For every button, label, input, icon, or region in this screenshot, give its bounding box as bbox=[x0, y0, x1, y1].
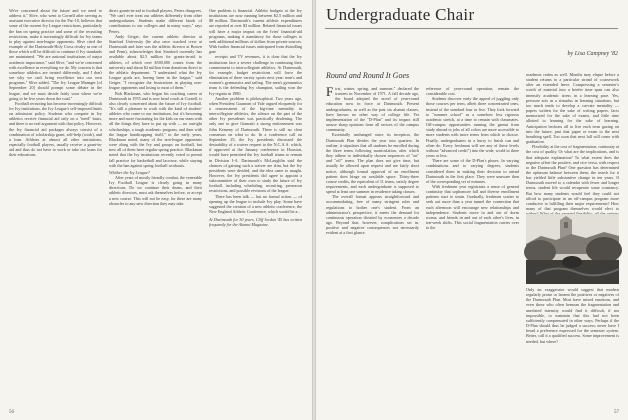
paragraph: Flexibility at the cost of fragmentation, continuity at the cost of quality. Or what are the implications, and is that adequate explanation? To what extent does the negative offset the positive, and vice versa, with respect to the Dartmouth Plan? One question has determined the optimum balance between them; the search for it has yielded little substantive change in ten years. If Dartmouth moved to a calendar with fewer and longer terms, student life would recuperate some constancy. But how many students would feel they could not afford to participate in an off-campus program more conducive to fulfilling their major requirements? How many of that program themselves would elect to bbox=[526, 144, 619, 212]
paragraph: reference of year-round operation, remain the considerable cost. bbox=[426, 86, 519, 97]
paragraph-text: irst, winter, spring, and summer," declared the trustees in November of 1971. A fall decade ago, the board adopted the novel of year-round education now in force at Dartmouth. Present undergraduates, as well as the past six alumni classes, have known no other way of college life. Yet implementation of the "D-Plan" and its impact still arouse sharp opinions from all sectors of the campus community. bbox=[326, 86, 419, 133]
left-column-3 bbox=[209, 8, 302, 408]
paragraph: There has been talk — but no formal action — of opening up the league to include Ivy play. Some have suggested the creation of a new athletic conference, the New England Athletic Conference, which would be a... bbox=[209, 193, 302, 215]
paragraph: Only an exaggerator would suggest that modern regularly praise or lament the positives or negatives of the Dartmouth Plan. Most have mixed emotions, and even those who often bemoan the fragmentation and unrelated intensity would find it difficult, if not impossible, to maintain that this had not been sufficiently compensated in other ways. Perhaps if the D-Plan should thus be judged a success; never have I heard a preference expressed for the semester system. Better, call it a qualified success. Some improvement is needed, but where? bbox=[526, 287, 619, 344]
campus-photo-image bbox=[526, 214, 619, 284]
paragraph: We're concerned about the future and we need to address it," Slive, who went to Cornell after serving as assistant executive director for the Pac-10, believes that some of the current Ivy League restrictions, particularly the ban on spring practice and some of the recruiting restrictions, make it increasingly difficult for Ivy teams to play against non-league opponents. Slive cited the example of the Dartmouth-Holy Cross rivalry as one of those which will be difficult to continue if Ivy standards are maintained. "We are national institutions of major academic importance," said Slive, "and we're concerned with excellence in everything we do. My concern is that somehow athletics are treated differently, and I don't see why we can't bring excellence into our own programs." Slive added, "The Ivy League Manager [of September 20] should prompt some debate in the league, and we must decide fairly soon where we're going to be five years down the road." bbox=[9, 8, 102, 101]
paragraph: One problem is financial. Athletic budgets at the Ivy institutions are now running between $2.5 million and $8 million. Dartmouth's current athletic expenditures are reported at over $3 million. Related financial issues will have a major impact on the Ivies' financial-aid programs, making it mandatory for those colleges to seek additional millions of dollars from private sources. With further financial issues anticipated from dwindling gate bbox=[209, 8, 302, 55]
paragraph: receipts and TV revenues, it is clear that the Ivy institutions face a severe challenge in continuing their commitment to intercollegiate athletics. At Dartmouth, for example, budget restrictions will force the elimination of three varsity sports next year: men's and women's gymnastics and sailing. The men's gymnastics team is the defending Ivy champion, sailing won the Ivy regatta in 1980. bbox=[209, 54, 302, 96]
paragraph: Football recruiting has become increasingly difficult for Ivy institutions, the Ivy League's self-imposed limits on admission policy. Students who compete in Ivy athletics receive financial aid only on a "need" basis, and there is no real argument with that policy. However, the Ivy financial aid packages always consist of a combination of scholarship grant, self-help (work), and a loan. Athletes at almost all other institutions, especially football players, usually receive a grant-in-aid and thus do not have to work or take out loans for their educations. bbox=[9, 100, 102, 158]
title-rule bbox=[325, 28, 618, 29]
section-heading: Round and Round It Goes bbox=[326, 71, 410, 80]
paragraph: Another problem is philosophical. Two years ago, when President Gaumont of Yale argued eloquently for a reassessment of the big-time mentality in intercollegiate athletics, the silence on the part of the other Ivy presidents was practically deafening. The only one to give Giamatti a strong endorsement was John Kemeny of Dartmouth. There is still no clear consensus on what to do. In a conference call on September 25, the Ivy presidents discussed the desirability of a waiver request to the N.C.A.A. which, if approved at the January conference in Houston, would have permitted the Ivy football teams to remain in Division I-A. Dartmouth's McLaughlin said the chances of gaining such a waiver are slim, but the Ivy presidents were divided, and the idea came to naught. However, the Ivy presidents did agree to appoint a subcommittee of their own to study the future of Ivy football, including scheduling, recruiting, preseason restrictions, and possible revisions of the league. bbox=[209, 95, 302, 194]
campus-photo bbox=[526, 214, 619, 284]
paragraph: direct grants-in-aid to football players, Peters disagrees. "We can't ever treat our athletes differently from other undergraduates. Students make different kinds of contributions to our colleges and in many ways," says Peters. bbox=[109, 8, 202, 34]
paragraph: Bob Blackman, who began his coaching career at Dartmouth in 1955 and is now head coach at Cornell, is also clearly concerned about the future of Ivy football. "It's still a pleasure to work with the kind of student-athletes who come to our institutions, but it's becoming more and more frustrating for the kids on our team with all the things they have to put up with — no outright scholarships, a tough academic program, and then with the league handicapping itself," in the early years, Blackman noted, many of the non-league opponents were along with the Ivy and groups on football, but now all of them have regular spring practice. Blackman noted that the Ivy institutions recently voted to permit fall practice for basketball and lacrosse, while staying with the ban against spring football workouts. bbox=[109, 90, 202, 168]
byline: by Lisa Campney '82 bbox=[567, 51, 618, 57]
right-column-1 bbox=[326, 86, 419, 404]
left-column-2 bbox=[109, 8, 202, 408]
paragraph: After years of mostly friendly combat, the venerable Ivy Football League is clearly going in many directions. Do we continue their deans, and their athletic directors, must ask themselves before, or accept a new course. This will not be easy, for there are many obstacles to any new direction they may take. bbox=[109, 175, 202, 206]
subheading: Whither the Ivy League? bbox=[109, 169, 150, 175]
drop-cap: F bbox=[326, 84, 334, 99]
paragraph: With freshmen year registrants a sense of general continuity that sophomore fall and diverse enrollment patterns start to strain. Gradually, freshmen scatter to seek out more than a year tunnel the connection that each afternoon will encourage new relationships and independence. Students move in and out of dorm rooms, and friends in and out of each other's lives, in ten-week shifts. This social fragmentation carries over to the bbox=[426, 183, 519, 231]
paragraph: academic realm as well. Months may elapse before a student returns to a particular strand of coursework after an extended leave. Compressing a semester's worth of material into a briefer time span can also intensify academic stress in a learning pace. Yes, pressure acts as a stimulus in learning situations, but too much tends to develop a cut-rate mentality — papers written for the sake of writing papers, facts memorized for the sake of exams, and little time allotted to learning for the sake of learning. Anticipation beckons all to live each term gazing on into the future, past that paper or exam to the next breathing spell. Too soon that next lull will come with graduation. bbox=[526, 72, 619, 145]
right-column-3 bbox=[526, 72, 619, 212]
author-note: At Dartmouth for 30 years, Cliff Jordan '45 has written frequently for the Alumni Magazine. bbox=[209, 217, 302, 228]
page-number: 56 bbox=[9, 410, 14, 415]
left-page bbox=[0, 0, 312, 420]
paragraph: Andy Geiger, the current athletic director at Stanford University (he also once coached crew at Dartmouth and later was the athletic director at Brown and Penn), acknowledges that Stanford currently has available about $2.5 million for grants-in-aid to athletes, of which over $500,000 comes from the university and about $2 million from donations direct to the athletic department. "I understand what the Ivy League goals are, having been in the league," said Geiger. "I recognize the frustrations in playing non-league opponents and losing to most of them." bbox=[109, 33, 202, 91]
page-title: Undergraduate Chair bbox=[326, 5, 475, 24]
paragraph: There are some of the D-Plan's pluses. In varying combinations and to varying degrees, students considered them in making their decision to attend Dartmouth in the first place. They were unaware then of the corresponding set of minuses. bbox=[426, 158, 519, 184]
page-number: 57 bbox=[614, 410, 619, 415]
right-column-3-lower bbox=[526, 287, 619, 405]
paragraph: Essentially unchanged since its inception, the Dartmouth Plan divides the year into quarters. In outline, it stipulates that all students be enrolled during the three terms following matriculation, after which they adhere to individually chosen sequences of "on" and "off" terms. The plan does not give time, but usually be allowed upon request and are fairly short notice, although formal approval of an enrollment pattern does hinge on available space. Thirty-three course credits, the equivalent of 11 terms, satisfy degree requirements, and each undergraduate is supposed to spend at least one summer in residence taking classes. bbox=[326, 132, 419, 195]
right-column-2 bbox=[426, 86, 519, 404]
right-page bbox=[316, 0, 628, 420]
paragraph bbox=[326, 86, 419, 132]
left-column-1 bbox=[9, 8, 102, 408]
paragraph: Students discover early the appeal of juggling only those courses per term, albeit three concentrated ones, instead of the standard four or five. They look forward to "summer school" as a somehow less rigorous academic stretch, at a time to remain with classmates. Off-campus opportunities running the gamut from study abroad to jobs of all colors are more accessible to more students with more terms from which to choose. Finally, undergraduates in a hurry to finish can and often do. Every freshman will see any of these levels without "advanced credit") into the wide, world in three years or less. bbox=[426, 96, 519, 159]
paragraph: The overall format appears straightforward and accommodating, free of many stringent rules and regulations to bother one's student. From an administrator's perspective, it meets the demand for continuous operation dictated by economies a decade ago. Beyond that, however, complications set in, positive and negative consequences not necessarily evident at a first glance. bbox=[326, 194, 419, 236]
